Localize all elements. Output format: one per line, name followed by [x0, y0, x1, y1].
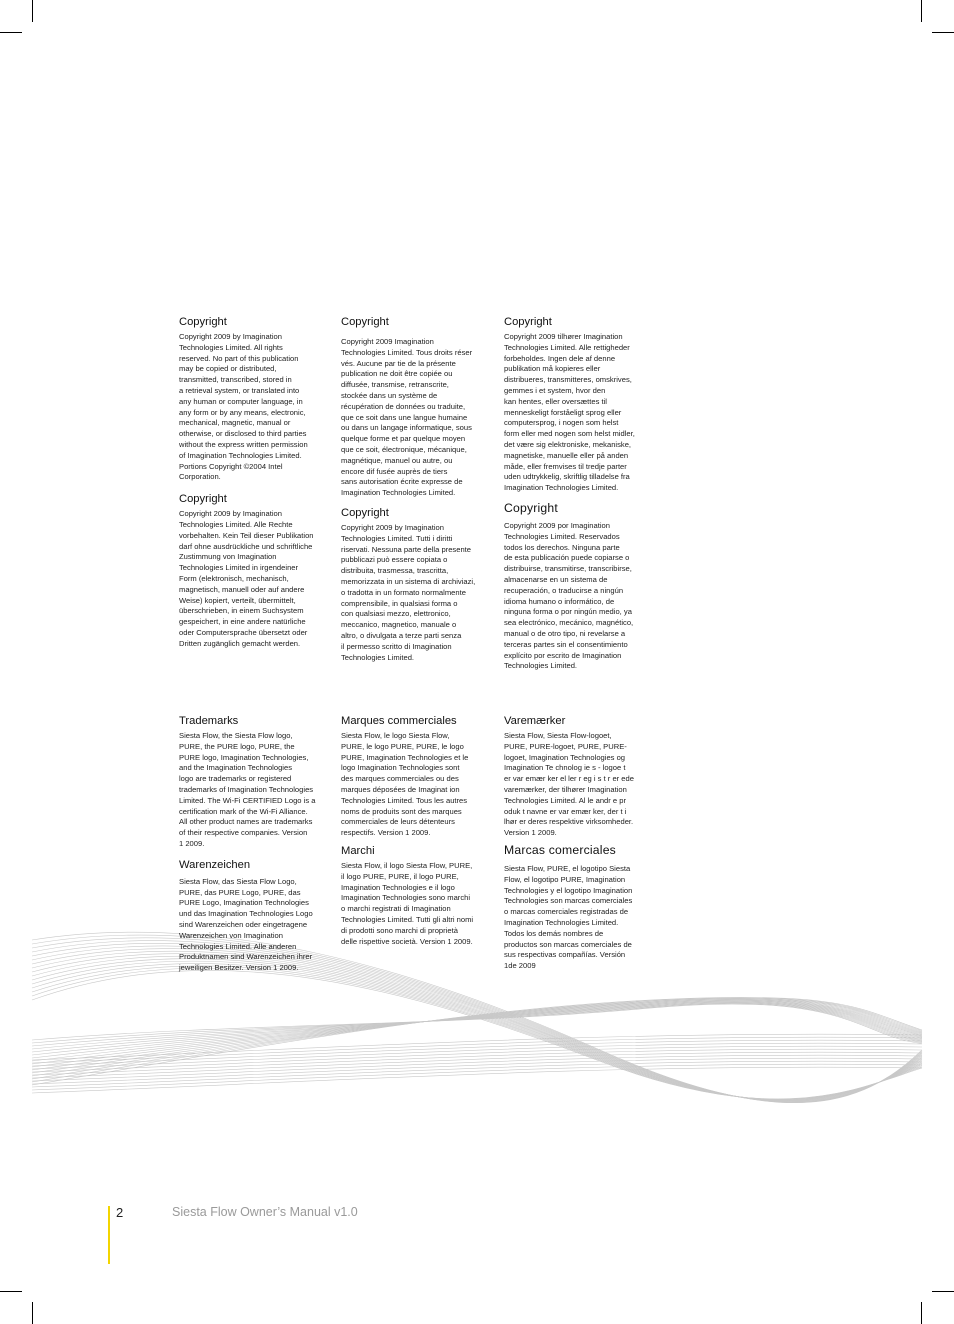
- section-copyright-da: [504, 316, 664, 494]
- section-body: Copyright 2009 Imagination Technologies Limited. Tous droits réser vés. Aucune par tie de la présente publication ne doit être copiée ou diffusée, transmise, retranscrite, stockée dans un système de récupération de données ou traduite, que ce soit dans une langue humaine ou dans un langage informatique, sous quelque forme et par quelque moyen que ce soit, électronique, mécanique, magnétique, manuel ou autre, ou encore dif fusée auprès de tiers sans autorisation écrite expresse de Imagination Technologies Limited.: [341, 337, 473, 498]
- wave-line: [32, 998, 922, 1079]
- wave-line: [32, 966, 922, 1100]
- crop-mark: [921, 1302, 922, 1324]
- section-heading: Copyright: [504, 316, 552, 328]
- section-trademarks-da: [504, 715, 664, 839]
- column-trademarks-en-de: [179, 715, 335, 974]
- section-body: Copyright 2009 by Imagination Technologies Limited. Tutti i diritti riservati. Nessuna parte della presente pubblicazi può essere copiata o distribuita, trasmessa, trascritta, memorizzata in un sistema di archiviazi, o tradotta in un formato normalmente comprensibile, in qualsiasi forma o con qualsiasi mezzo, elettronico, meccanico, magnetico, manuale o altro, o divulgata a terze parti senza il permesso scritto di Imagination Technologies Limited.: [341, 522, 476, 662]
- section-trademarks-fr: [341, 715, 501, 839]
- wave-line: [32, 941, 922, 1102]
- section-body: Copyright 2009 by Imagination Technologies Limited. Alle Rechte vorbehalten. Kein Teil dieser Publikation darf ohne ausdrückliche und schriftliche Zustimmung von Imagination Technologies Limited in irgendeiner Form (elektronisch, mechanisch, magnetisch, manuell oder auf andere Weise) kopiert, verteilt, übermittelt, überschrieben, in einem Suchsystem gespeichert, in eine andere natürliche oder Computersprache übersetzt oder Dritten zugänglich gemacht werden.: [179, 509, 314, 648]
- section-trademarks-en: [179, 715, 335, 850]
- crop-mark: [32, 0, 33, 22]
- section-heading: Marques commerciales: [341, 715, 457, 727]
- page-number: 2: [116, 1205, 124, 1220]
- column-english-german: [179, 316, 335, 650]
- section-heading: Copyright: [179, 493, 227, 506]
- wave-line: [32, 961, 922, 1100]
- section-body: Copyright 2009 tilhører Imagination Technologies Limited. Alle rettigheder forbeholdes. Ingen dele af denne publikation må kopieres eller distribueres, transmitteres, omskrives, gemmes i et system, hvor den kan hentes, eller oversættes til menneskeligt forståeligt sprog eller computersprog, i nogen som helst form eller med nogen som helst midler, det være sig elektroniske, mekaniske, magnetiske, manuelle eller på anden måde, eller fremvises til tredje parter uden udtrykkelig, skriftlig tilladelse fra Imagination Technologies Limited.: [504, 332, 635, 493]
- crop-mark: [0, 32, 22, 33]
- wave-line: [32, 959, 922, 1101]
- column-trademarks-fr-it: [341, 715, 501, 947]
- section-heading: Marcas comerciales: [504, 842, 616, 857]
- footer-title: Siesta Flow Owner’s Manual v1.0: [172, 1205, 358, 1219]
- crop-mark: [932, 1291, 954, 1292]
- crop-mark: [32, 1302, 33, 1324]
- section-body: Siesta Flow, le logo Siesta Flow, PURE, le logo PURE, PURE, le logo PURE, Imagination Technologies et le logo Imagination Technologies sont des marques commerciales ou des marques déposées de Imaginat ion Technologies Limited. Tous les autres noms de produits sont des marques commerciales de leurs détenteurs respectifs. Version 1 2009.: [341, 731, 469, 838]
- section-copyright-en: [179, 316, 335, 483]
- section-body: Siesta Flow, the Siesta Flow logo, PURE, the PURE logo, PURE, the PURE logo, Imagination Technologies, and the Imagination Technologies logo are trademarks or registered trademarks of Imagination Technologies Limited. The Wi-Fi CERTIFIED Logo is a certification mark of the Wi-Fi Alliance. All other product names are trademarks of their respective companies. Version 1 2009.: [179, 731, 316, 848]
- section-body: Siesta Flow, PURE, el logotipo Siesta Flow, el logotipo PURE, Imagination Technologies y el logotipo Imagination Technologies son marcas comerciales o marcas comerciales registradas de Imagination Technologies Limited. Todos los demás nombres de productos son marcas comerciales de sus respectivas compañías. Versión 1de 2009: [504, 863, 633, 971]
- footer-accent-bar: [108, 1206, 110, 1264]
- wave-line: [32, 938, 922, 1102]
- section-copyright-es: [504, 502, 664, 672]
- section-heading: Copyright: [504, 500, 558, 515]
- section-heading: Warenzeichen: [179, 858, 251, 871]
- section-heading: Copyright: [341, 506, 389, 519]
- section-trademarks-it: [341, 845, 501, 947]
- section-trademarks-es: [504, 844, 664, 972]
- section-trademarks-de: [179, 859, 335, 974]
- section-heading: Trademarks: [179, 715, 239, 727]
- crop-mark: [0, 1291, 22, 1292]
- section-heading: Copyright: [341, 316, 389, 328]
- crop-mark: [932, 32, 954, 33]
- section-copyright-it: [341, 507, 501, 663]
- section-heading: Varemærker: [504, 715, 566, 727]
- section-heading: Marchi: [341, 844, 375, 857]
- column-french-italian: [341, 316, 501, 663]
- section-body: Siesta Flow, Siesta Flow-logoet, PURE, PURE-logoet, PURE, PURE- logoet, Imagination Technologies og Imagination Te chnolog ie s - logoe t er var emær ker el ler r eg i s t r er ede varemærker, der tilhører Imagination Technologies Limited. Al le andr e pr oduk t navne er var emær ker, der t i lhør er deres respektive virksomheder. Version 1 2009.: [504, 731, 634, 838]
- section-body: Siesta Flow, il logo Siesta Flow, PURE, il logo PURE, PURE, il logo PURE, Imagination Technologies e il logo Imagination Technologies sono marchi o marchi registrati di Imagination Technologies Limited. Tutti gli altri nomi di prodotti sono marchi di proprietà delle rispettive società. Version 1 2009.: [341, 860, 474, 946]
- section-heading: Copyright: [179, 316, 227, 328]
- section-copyright-fr: [341, 316, 501, 499]
- wave-line: [32, 970, 922, 1099]
- column-trademarks-da-es: [504, 715, 664, 972]
- section-body: Copyright 2009 by Imagination Technologies Limited. All rights reserved. No part of this publication may be copied or distributed, transmitted, transcribed, stored in a retrieval system, or translated into any human or computer language, in any form or by any means, electronic, mechanical, magnetic, manual or otherwise, or disclosed to third parties without the express written permission of Imagination Technologies Limited. Portions Copyright ©2004 Intel Corporation.: [179, 332, 308, 482]
- crop-mark: [921, 0, 922, 22]
- section-body: Copyright 2009 por Imagination Technologies Limited. Reservados todos los derechos. Ninguna parte de esta publicación puede copiarse o distribuirse, transmitirse, transcribirse, almacenarse en un sistema de recuperación, o traducirse a ningún idioma humano o informático, de ninguna forma o por ningún medio, ya sea electrónico, mecánico, magnético, manual o de otro tipo, ni revelarse a terceras partes sin el consentimiento explícito por escrito de Imagination Technologies Limited.: [504, 520, 634, 671]
- column-danish-spanish: [504, 316, 664, 672]
- section-body: Siesta Flow, das Siesta Flow Logo, PURE, das PURE Logo, PURE, das PURE Logo, Imagination Technologies und das Imagination Technologies Logo sind Warenzeichen oder eingetragene Warenzeichen von Imagination Technologies Limited. Alle anderen Produktnamen sind Warenzeichen ihrer jeweiligen Besitzer. Version 1 2009.: [179, 876, 313, 973]
- section-copyright-de: [179, 493, 335, 649]
- wave-line: [32, 946, 922, 1101]
